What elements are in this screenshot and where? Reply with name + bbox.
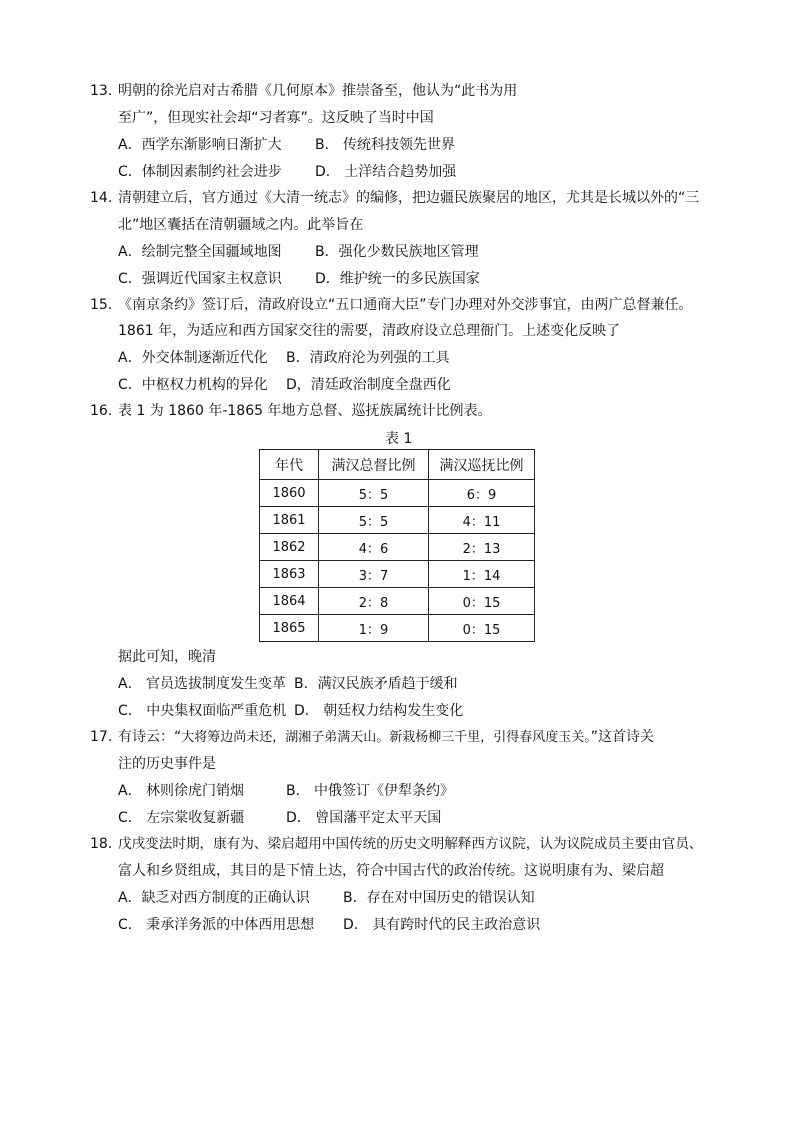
table-cell-governor: 3：7 [319,561,429,588]
table-cell-year: 1865 [260,615,319,642]
question-16-option-c: C． 中央集权面临严重危机 [118,703,287,719]
table-cell-year: 1863 [260,561,319,588]
question-16-stem-line2: 据此可知，晚清 [118,649,216,665]
table-cell-year: 1864 [260,588,319,615]
question-17-option-c: C． 左宗棠收复新疆 [118,810,245,826]
question-15-option-d: D，清廷政治制度全盘西化 [286,377,451,393]
question-16-stem-line1: 表 1 为 1860 年-1865 年地方总督、巡抚族属统计比例表。 [118,403,492,419]
question-13-option-c: C．体制因素制约社会进步 [118,164,282,180]
table-cell-year: 1862 [260,534,319,561]
question-14-stem-line2: 北”地区囊括在清朝疆域之内。此举旨在 [118,217,364,233]
question-18-option-d: D． 具有跨时代的民主政治意识 [343,917,541,933]
question-18-option-c: C． 秉承洋务派的中体西用思想 [118,917,315,933]
table-row [260,615,535,642]
question-17-number: 17. [90,729,113,745]
question-15-stem-line1: 《南京条约》签订后，清政府设立“五口通商大臣”专门办理对外交涉事宜，由两广总督兼任。 [118,297,693,313]
table-cell-governor: 5：5 [319,507,429,534]
question-14-stem-line1: 清朝建立后，官方通过《大清一统志》的编修，把边疆民族聚居的地区，尤其是长城以外的“三 [118,190,700,206]
table-cell-year: 1861 [260,507,319,534]
table-row [260,588,535,615]
question-15-option-b: B．清政府沦为列强的工具 [286,350,450,366]
question-13-option-b: B． 传统科技领先世界 [315,137,456,153]
question-18-option-b: B．存在对中国历史的错误认知 [343,890,535,906]
question-15-stem-line2: 1861 年，为适应和西方国家交往的需要，清政府设立总理衙门。上述变化反映了 [118,323,621,339]
question-16-option-d: D． 朝廷权力结构发生变化 [294,703,464,719]
table-cell-grand-coordinator: 0：15 [429,615,535,642]
table-header-governor-ratio: 满汉总督比例 [319,450,429,480]
table-cell-grand-coordinator: 0：15 [429,588,535,615]
table-cell-governor: 5：5 [319,480,429,507]
question-17-stem-tail: ”这首诗关 [590,729,655,745]
question-13-option-d: D． 土洋结合趋势加强 [315,164,457,180]
question-15-number: 15. [90,297,113,313]
table-header-year: 年代 [260,450,319,480]
question-15-option-c: C．中枢权力机构的异化 [118,377,268,393]
question-14-option-d: D．维护统一的多民族国家 [315,271,480,287]
table-row [260,480,535,507]
table-cell-governor: 1：9 [319,615,429,642]
table-header-grand-coordinator-ratio: 满汉巡抚比例 [429,450,535,480]
question-17-stem-lead: 有诗云：“ [118,729,182,745]
question-14-option-a: A．绘制完整全国疆域地图 [118,244,282,260]
question-13-stem-line1: 明朝的徐光启对古希腊《几何原本》推崇备至，他认为“此书为用 [118,83,518,99]
question-17-poem: 大将筹边尚未还，湖湘子弟满天山。新栽杨柳三千里，引得春风度玉关。 [181,730,591,745]
table-row [260,561,535,588]
question-16-option-b: B．满汉民族矛盾趋于缓和 [294,676,458,692]
question-13-stem-line2: 至广”，但现实社会却“习者寡”。这反映了当时中国 [118,110,434,126]
question-14-number: 14. [90,190,113,206]
question-17-stem-line2: 注的历史事件是 [118,756,216,772]
question-13-option-a: A．西学东渐影响日渐扩大 [118,137,282,153]
table-cell-grand-coordinator: 1：14 [429,561,535,588]
table-cell-year: 1860 [260,480,319,507]
table-row [260,534,535,561]
table-cell-governor: 2：8 [319,588,429,615]
question-16-option-a: A． 官员选拔制度发生变革 [118,676,287,692]
table-row [260,507,535,534]
question-17-option-d: D． 曾国藩平定太平天国 [286,810,442,826]
table-cell-governor: 4：6 [319,534,429,561]
question-18-stem-line2: 富人和乡贤组成，其目的是下情上达，符合中国古代的政治传统。这说明康有为、梁启超 [118,863,664,879]
question-18-stem-line1: 戊戌变法时期，康有为、梁启超用中国传统的历史文明解释西方议院，认为议院成员主要由官员、 [118,836,703,852]
question-17-option-a: A． 林则徐虎门销烟 [118,783,245,799]
question-15-option-a: A．外交体制逐渐近代化 [118,350,268,366]
table-cell-grand-coordinator: 6：9 [429,480,535,507]
table-cell-grand-coordinator: 2：13 [429,534,535,561]
question-18-option-a: A．缺乏对西方制度的正确认识 [118,890,310,906]
question-13-number: 13. [90,83,113,99]
question-16-number: 16. [90,403,113,419]
question-17-stem-line1 [118,727,654,748]
table-header-row [260,450,535,480]
question-14-option-c: C．强调近代国家主权意识 [118,271,282,287]
question-14-option-b: B．强化少数民族地区管理 [315,244,479,260]
table-1-caption: 表 1 [385,431,413,447]
question-18-number: 18. [90,836,113,852]
table-1 [259,449,535,642]
question-17-option-b: B． 中俄签订《伊犁条约》 [286,783,455,799]
table-cell-grand-coordinator: 4：11 [429,507,535,534]
